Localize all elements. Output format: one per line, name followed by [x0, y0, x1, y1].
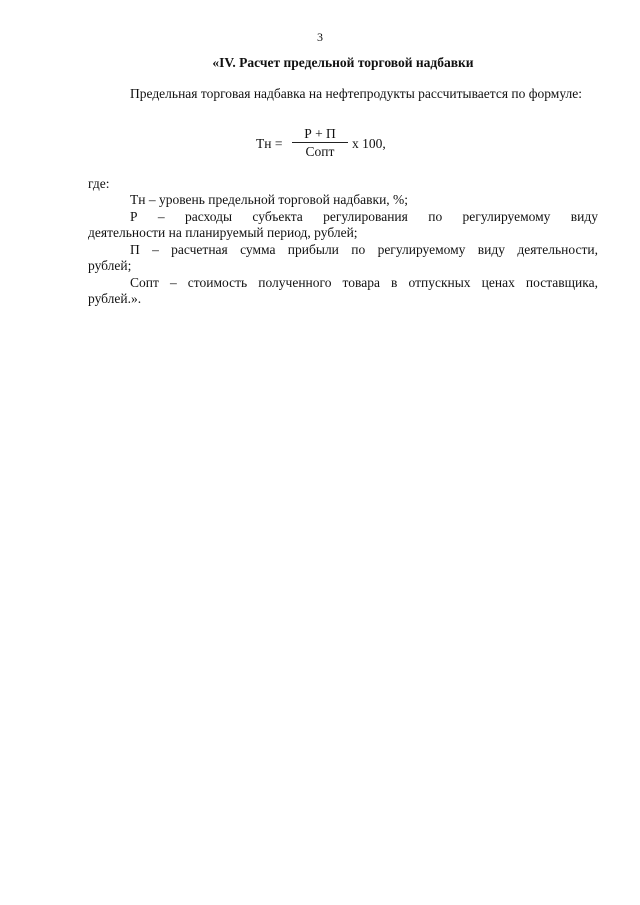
formula-denominator: Сопт [305, 144, 335, 159]
definition-p-line2: рублей; [88, 258, 132, 273]
definition-tn: Тн – уровень предельной торговой надбавки, %; [130, 192, 409, 207]
formula-numerator: Р + П [304, 126, 336, 141]
definitions-list [88, 192, 598, 308]
definition-r-line1: Р – расходы субъекта регулирования по регулируемому виду [130, 208, 598, 224]
where-label: где: [88, 176, 110, 191]
formula-rhs: х 100, [352, 136, 386, 151]
page-number: 3 [317, 30, 323, 44]
definition-p-line1: П – расчетная сумма прибыли по регулируемому виду деятельности, [130, 241, 598, 257]
intro-paragraph: Предельная торговая надбавка на нефтепродукты рассчитывается по формуле: [130, 86, 582, 101]
formula-lhs: Тн = [256, 136, 283, 151]
section-heading: «IV. Расчет предельной торговой надбавки [212, 55, 474, 70]
fraction-bar [292, 142, 348, 143]
definition-r-line2: деятельности на планируемый период, рублей; [88, 225, 358, 240]
definition-sopt-line1: Сопт – стоимость полученного товара в отпускных ценах поставщика, [130, 274, 598, 290]
definition-sopt-line2: рублей.». [88, 291, 142, 306]
formula-fraction [292, 126, 348, 159]
